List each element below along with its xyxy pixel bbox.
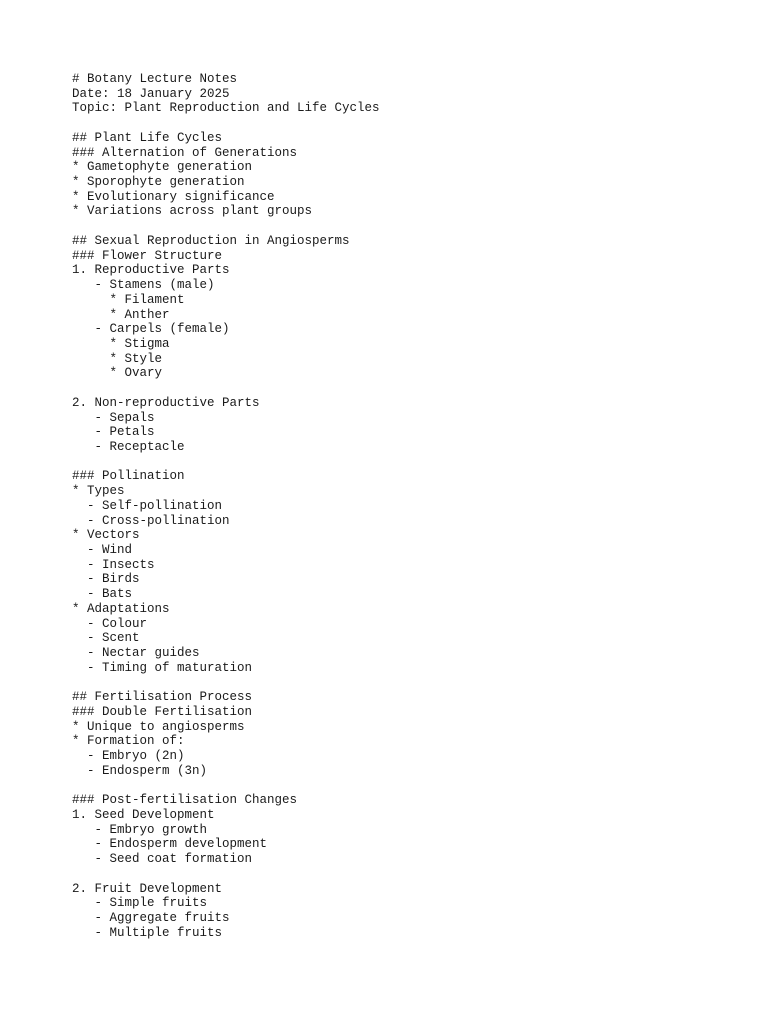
- list-item: - Multiple fruits: [72, 925, 223, 940]
- blank-line: [72, 867, 752, 882]
- numbered-item: 1. Reproductive Parts: [72, 263, 230, 278]
- list-item: - Stamens (male): [72, 278, 215, 293]
- numbered-item: 1. Seed Development: [72, 807, 215, 822]
- list-item: * Anther: [72, 307, 170, 322]
- list-item: - Petals: [72, 425, 155, 440]
- list-item: * Gametophyte generation: [72, 160, 253, 175]
- lecture-notes-document: [72, 72, 752, 940]
- section-heading: ## Fertilisation Process: [72, 690, 253, 705]
- list-item: - Self-pollination: [72, 498, 223, 513]
- list-item: - Scent: [72, 631, 140, 646]
- list-item: * Vectors: [72, 528, 140, 543]
- list-item: - Endosperm (3n): [72, 763, 208, 778]
- list-item: * Adaptations: [72, 601, 170, 616]
- blank-line: [72, 675, 752, 690]
- blank-line: [72, 219, 752, 234]
- list-item: * Formation of:: [72, 734, 185, 749]
- list-item: - Aggregate fruits: [72, 910, 230, 925]
- section-heading: ## Plant Life Cycles: [72, 130, 223, 145]
- list-item: - Bats: [72, 587, 133, 602]
- list-item: - Cross-pollination: [72, 513, 230, 528]
- blank-line: [72, 381, 752, 396]
- list-item: * Stigma: [72, 336, 170, 351]
- list-item: * Sporophyte generation: [72, 175, 245, 190]
- numbered-item: 2. Fruit Development: [72, 881, 223, 896]
- list-item: - Receptacle: [72, 439, 185, 454]
- list-item: - Embryo growth: [72, 822, 208, 837]
- list-item: - Wind: [72, 543, 133, 557]
- list-item: - Carpels (female): [72, 322, 230, 337]
- list-item: - Insects: [72, 557, 155, 572]
- list-item: - Birds: [72, 572, 140, 587]
- subsection-heading: ### Alternation of Generations: [72, 145, 298, 160]
- list-item: - Nectar guides: [72, 646, 200, 661]
- list-item: - Colour: [72, 616, 148, 631]
- numbered-item: 2. Non-reproductive Parts: [72, 395, 260, 410]
- list-item: * Variations across plant groups: [72, 204, 313, 219]
- subsection-heading: ### Double Fertilisation: [72, 704, 253, 719]
- list-item: - Embryo (2n): [72, 749, 185, 764]
- list-item: * Ovary: [72, 366, 163, 381]
- list-item: * Types: [72, 484, 125, 499]
- list-item: * Evolutionary significance: [72, 189, 275, 204]
- list-item: - Simple fruits: [72, 896, 208, 911]
- subsection-heading: ### Flower Structure: [72, 248, 223, 263]
- document-title: # Botany Lecture Notes: [72, 72, 238, 86]
- list-item: - Timing of maturation: [72, 660, 253, 675]
- subsection-heading: ### Post-fertilisation Changes: [72, 793, 298, 808]
- list-item: * Style: [72, 351, 163, 366]
- blank-line: [72, 779, 752, 794]
- list-item: - Endosperm development: [72, 837, 268, 852]
- list-item: - Sepals: [72, 410, 155, 425]
- section-heading: ## Sexual Reproduction in Angiosperms: [72, 233, 350, 248]
- blank-line: [72, 116, 752, 131]
- list-item: - Seed coat formation: [72, 852, 253, 867]
- blank-line: [72, 455, 752, 470]
- list-item: * Filament: [72, 292, 185, 307]
- list-item: * Unique to angiosperms: [72, 719, 245, 734]
- text-line: Topic: Plant Reproduction and Life Cycles: [72, 101, 380, 116]
- subsection-heading: ### Pollination: [72, 469, 185, 484]
- text-line: Date: 18 January 2025: [72, 86, 230, 101]
